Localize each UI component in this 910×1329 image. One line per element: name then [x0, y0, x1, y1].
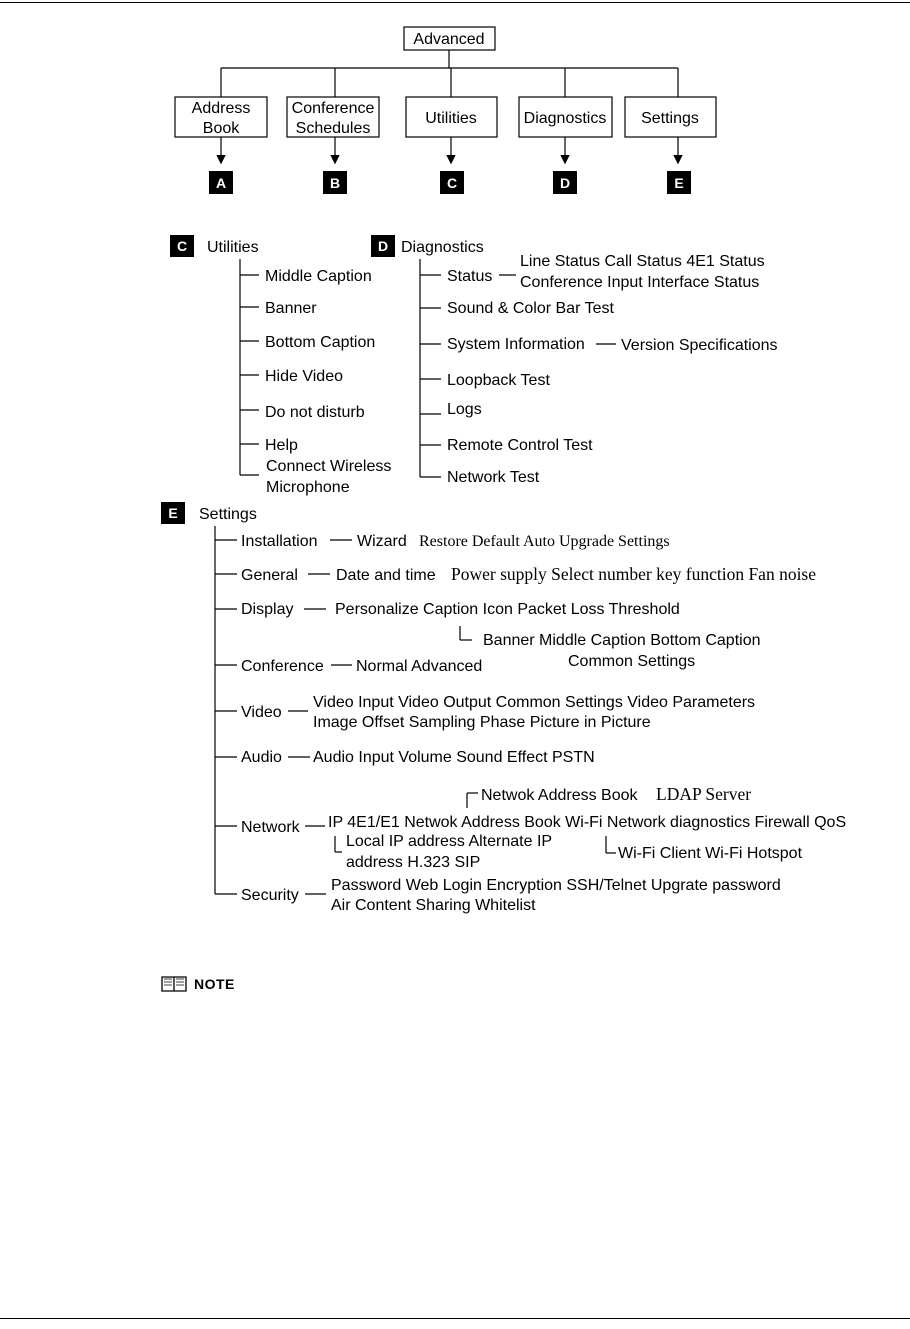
node-utilities-label: Utilities — [425, 110, 477, 127]
settings-network-top-b: LDAP Server — [656, 784, 752, 804]
utilities-item: Banner — [265, 300, 317, 317]
node-conference-schedules-line2: Schedules — [295, 120, 371, 137]
node-address-book-line2: Book — [202, 120, 240, 137]
diagnostics-item: Remote Control Test — [447, 437, 593, 454]
settings-network-top-a: Netwok Address Book — [481, 787, 638, 804]
badge-e-label: E — [674, 175, 684, 191]
node-settings-label: Settings — [641, 110, 699, 127]
settings-display-caption: Banner Middle Caption Bottom Caption — [483, 632, 761, 649]
settings-item: Installation — [241, 533, 318, 550]
diagnostics-item: System Information — [447, 336, 585, 353]
settings-security-sub: Air Content Sharing Whitelist — [331, 897, 536, 914]
utilities-item: Hide Video — [265, 368, 343, 385]
settings-video-sub: Video Input Video Output Common Settings Video Parameters — [313, 694, 756, 711]
diagnostics-status-sub: Line Status Call Status 4E1 Status — [520, 253, 765, 270]
diagnostics-status-sub: Conference Input Interface Status — [520, 274, 760, 291]
settings-general-a: Date and time — [336, 567, 436, 584]
node-conference-schedules-line1: Conference — [291, 100, 375, 117]
settings-item: Network — [241, 819, 300, 836]
settings-network-ip: Local IP address Alternate IP — [346, 833, 553, 850]
utilities-item: Connect Wireless — [266, 458, 392, 475]
badge-b-label: B — [329, 175, 341, 191]
utilities-item: Microphone — [266, 479, 350, 496]
settings-network-sub: IP 4E1/E1 Netwok Address Book Wi-Fi Network diagnostics Firewall QoS — [328, 814, 847, 831]
utilities-item: Help — [265, 437, 298, 454]
badge-d-label: D — [559, 175, 571, 191]
settings-title: Settings — [199, 506, 257, 523]
settings-item: Audio — [241, 749, 282, 766]
settings-installation-rest: Restore Default Auto Upgrade Settings — [419, 533, 670, 550]
diagnostics-item: Loopback Test — [447, 372, 550, 389]
root-node-label: Advanced — [413, 31, 485, 48]
diagnostics-badge-label: D — [377, 238, 389, 254]
diagnostics-sysinfo-sub: Version Specifications — [621, 337, 778, 354]
settings-conference-sub: Normal Advanced — [356, 658, 483, 675]
settings-item: General — [241, 567, 298, 584]
settings-display-sub: Personalize Caption Icon Packet Loss Threshold — [335, 601, 680, 618]
utilities-badge-label: C — [176, 238, 188, 254]
settings-display-caption: Common Settings — [568, 653, 696, 670]
diagnostics-title: Diagnostics — [401, 239, 484, 256]
settings-network-wifi: Wi-Fi Client Wi-Fi Hotspot — [618, 845, 803, 862]
book-icon — [160, 974, 190, 994]
badge-c-label: C — [446, 175, 458, 191]
utilities-item: Bottom Caption — [265, 334, 376, 351]
diagnostics-item: Sound & Color Bar Test — [447, 300, 614, 317]
utilities-item: Middle Caption — [265, 268, 372, 285]
settings-badge-label: E — [168, 505, 178, 521]
settings-item: Video — [241, 704, 282, 721]
settings-network-ip: address H.323 SIP — [346, 854, 481, 871]
node-address-book-line1: Address — [191, 100, 251, 117]
utilities-item: Do not disturb — [265, 404, 365, 421]
utilities-title: Utilities — [207, 239, 259, 256]
settings-audio-sub: Audio Input Volume Sound Effect PSTN — [313, 749, 595, 766]
settings-installation-wizard: Wizard — [357, 533, 407, 550]
settings-item: Conference — [241, 658, 324, 675]
diagnostics-item: Status — [447, 268, 493, 285]
note-block — [160, 974, 235, 994]
diagnostics-item: Logs — [447, 401, 482, 418]
node-diagnostics-label: Diagnostics — [523, 110, 607, 127]
note-label: NOTE — [194, 976, 235, 992]
settings-general-b: Power supply Select number key function Fan noise — [451, 564, 817, 584]
settings-video-sub: Image Offset Sampling Phase Picture in Picture — [313, 714, 651, 731]
badge-a-label: A — [215, 175, 227, 191]
settings-security-sub: Password Web Login Encryption SSH/Telnet Upgrate password — [331, 877, 781, 894]
settings-item: Security — [241, 887, 299, 904]
settings-item: Display — [241, 601, 294, 618]
diagnostics-item: Network Test — [447, 469, 540, 486]
